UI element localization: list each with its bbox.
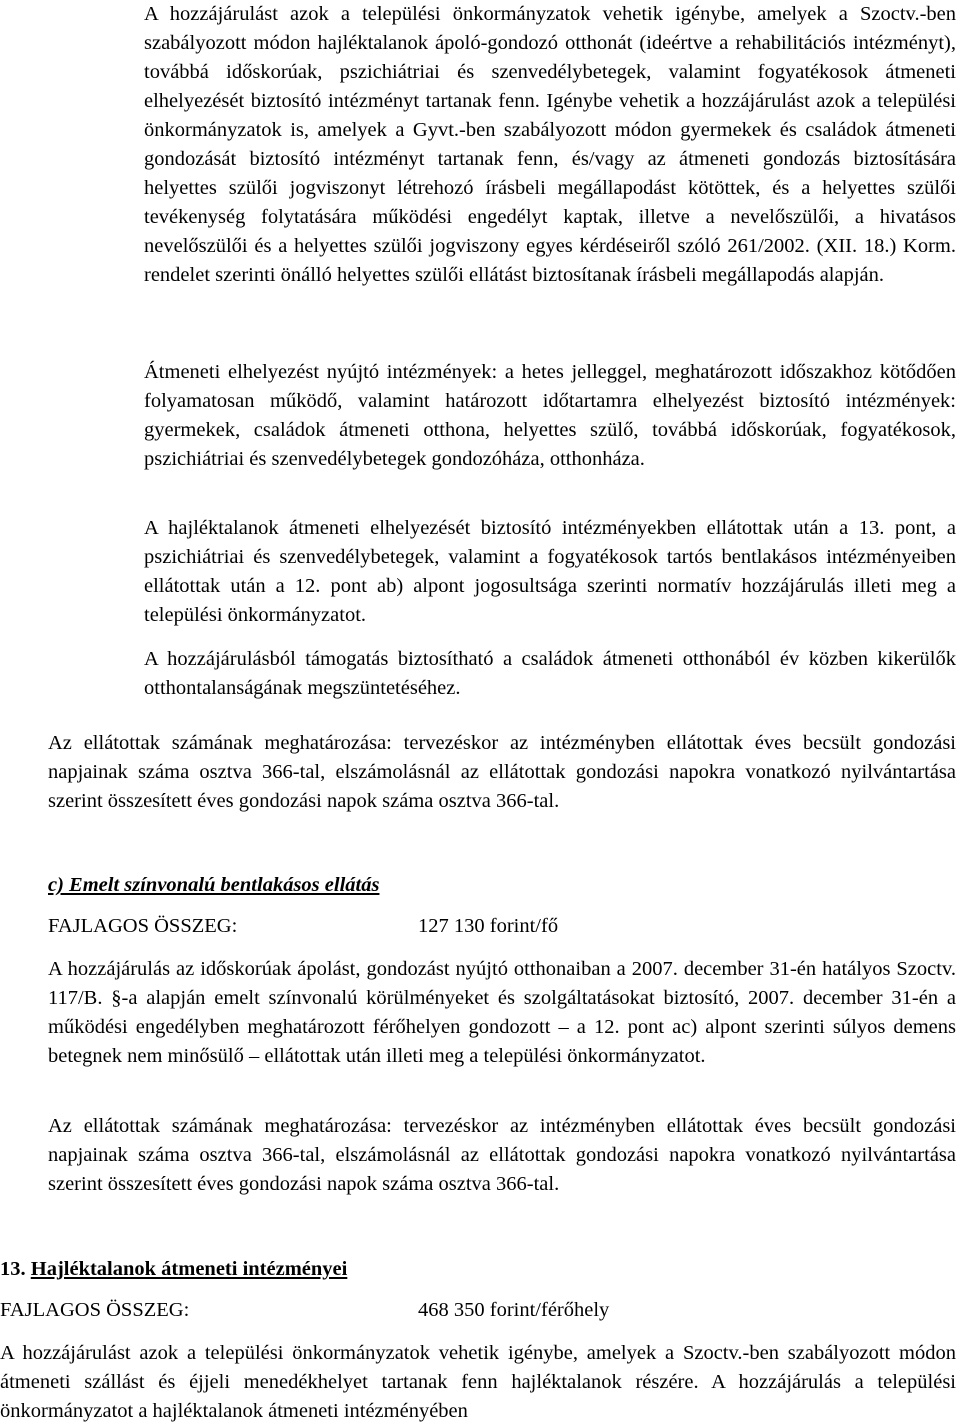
paragraph-elevated-care-entitlement: A hozzájárulás az időskorúak ápolást, gondozást nyújtó otthonaiban a 2007. december 31-én hatályos Szoctv. 117/B. §-a alapján emelt színvonalú körülményeket és szolgáltatásokat biztosító, 2007. december 31-én a működési engedélyben meghatározott férőhelyen gondozott – a 12. pont ac) alpont szerinti súlyos demens betegnek nem minősülő – ellátottak után illeti meg a települési önkormányzatot. [48,958,956,1067]
paragraph-recipient-count-2: Az ellátottak számának meghatározása: tervezéskor az intézményben ellátottak éves becsült gondozási napjainak száma osztva 366-tal, elszámolásnál az ellátottak gondozási napokra vonatkozó nyilvántartása szerint összesített éves gondozási napok száma osztva 366-tal. [48,1115,956,1195]
amount-value: 468 350 forint/férőhely [418,1299,610,1321]
section-13-heading [0,1255,347,1284]
paragraph-temporary-institutions-definition: Átmeneti elhelyezést nyújtó intézmények: a hetes jelleggel, meghatározott időszakhoz kötődően folyamatosan működő, valamint határozott időtartamra elhelyezést biztosító intézmények: gyermekek, családok átmeneti otthona, helyettes szülő, továbbá időskorúak, fogyatékosok, pszichiátriai és szenvedélybetegek gondozóháza, otthonháza. [144,361,956,470]
paragraph-homeless-eligibility: A hozzájárulást azok a települési önkormányzatok vehetik igénybe, amelyek a Szoctv.-ben szabályozott módon átmeneti szállást és éjjeli menedékhelyet tartanak fenn hajléktalanok részére. A hozzájárulás a települési önkormányzatot a hajléktalanok átmeneti intézményében [0,1342,956,1422]
section-13-title: Hajléktalanok átmeneti intézményei [30,1258,348,1280]
amount-label: FAJLAGOS ÖSSZEG: [0,1299,190,1321]
paragraph-recipient-count-1: Az ellátottak számának meghatározása: tervezéskor az intézményben ellátottak éves becsült gondozási napjainak száma osztva 366-tal, elszámolásnál az ellátottak gondozási napokra vonatkozó nyilvántartása szerint összesített éves gondozási napok száma osztva 366-tal. [48,732,956,812]
section-13-number: 13. [0,1258,26,1280]
section-c-amount-row [48,912,559,941]
section-13-amount-row [0,1296,610,1325]
amount-value: 127 130 forint/fő [418,915,559,937]
paragraph-homeless-entitlement: A hajléktalanok átmeneti elhelyezését biztosító intézményekben ellátottak után a 13. pont, a pszichiátriai és szenvedélybetegek, valamint a fogyatékosok tartós bentlakásos intézményeiben ellátottak után a 12. pont ab) alpont jogosultsága szerinti normatív hozzájárulás illeti meg a települési önkormányzatot. [144,517,956,626]
paragraph-family-home-support: A hozzájárulásból támogatás biztosítható a családok átmeneti otthonából év közben kikerülők otthontalanságának megszüntetéséhez. [144,648,956,699]
amount-label: FAJLAGOS ÖSSZEG: [48,915,238,937]
paragraph-eligibility-temporary-care: A hozzájárulást azok a települési önkormányzatok vehetik igénybe, amelyek a Szoctv.-ben szabályozott módon hajléktalanok ápoló-gondozó otthonát (ideértve a rehabilitációs intézményt), továbbá időskorúak, pszichiátriai és szenvedélybetegek, valamint fogyatékosok átmeneti elhelyezését biztosító intézményt tartanak fenn. Igénybe vehetik a hozzájárulást azok a települési önkormányzatok is, amelyek a Gyvt.-ben szabályozott módon gyermekek és családok átmeneti gondozását biztosító intézményt tartanak fenn, és/vagy az átmeneti gondozás biztosítására helyettes szülői jogviszonyt létrehozó írásbeli megállapodást kötöttek, és a helyettes szülői tevékenység folytatására működési engedélyt kaptak, illetve a nevelőszülői, a hivatásos nevelőszülői és a helyettes szülői jogviszony egyes kérdéseiről szóló 261/2002. (XII. 18.) Korm. rendelet szerinti önálló helyettes szülői ellátást biztosítanak írásbeli megállapodás alapján. [144,3,956,286]
section-c-heading [48,871,379,900]
section-c-title: c) Emelt színvonalú bentlakásos ellátás [48,874,380,896]
